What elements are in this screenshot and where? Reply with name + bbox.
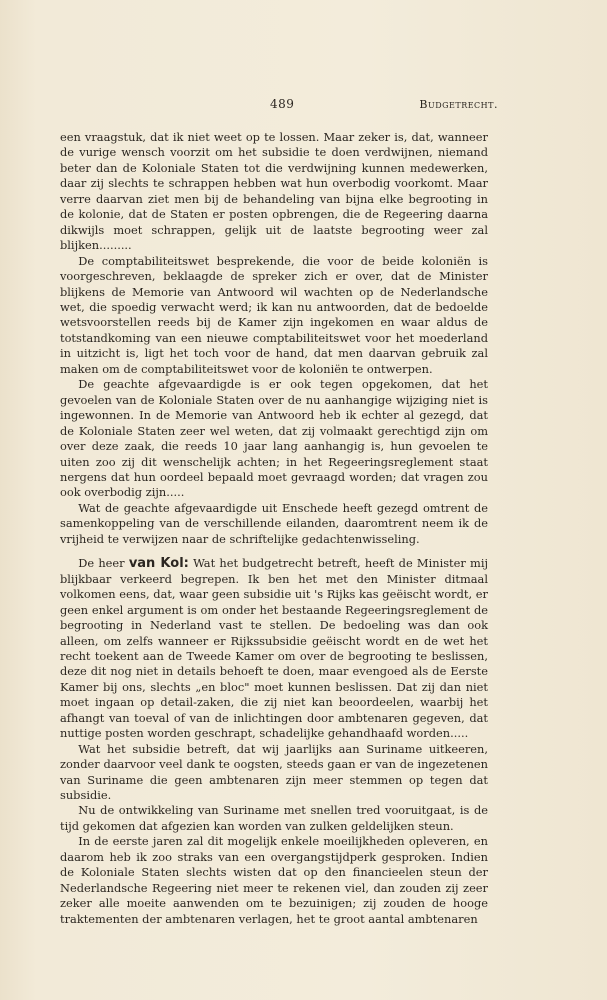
running-title: Budgetrecht. bbox=[419, 98, 498, 111]
speech-paragraph bbox=[60, 556, 488, 741]
page-number: 489 bbox=[270, 97, 295, 111]
body-text bbox=[60, 130, 488, 927]
paragraph: De geachte afgevaardigde is er ook tegen opgekomen, dat het gevoelen van de Koloniale Staten over de nu aanhangige wijziging niet is ingewonnen. In de Memorie van Antwoord heb ik echter al gezegd, dat de Koloniale Staten zeer wel weten, dat zij volmaakt gerechtigd zijn om over deze zaak, die reeds 10 jaar lang aanhangig is, hun gevoelen te uiten zoo zij dit wenschelijk achten; in het Regeeringsreglement staat nergens dat hun oordeel bepaald moet gevraagd worden; dat vragen zou ook overbodig zijn..... bbox=[60, 377, 488, 500]
paragraph: Nu de ontwikkeling van Suriname met snellen tred vooruitgaat, is de tijd gekomen dat afgezien kan worden van zulken geldelijken steun. bbox=[60, 803, 488, 833]
paragraph: De comptabiliteitswet besprekende, die voor de beide koloniën is voorgeschreven, beklaagde de spreker zich er over, dat de Minister blijkens de Memorie van Antwoord wil wachten op de Nederlandsche wet, die spoedig verwacht werd; ik kan nu antwoorden, dat de bedoelde wetsvoorstellen reeds bij de Kamer zijn ingekomen en waar aldus de totstandkoming van een nieuwe comptabiliteitswet voor het moederland in uitzicht is, ligt het toch voor de hand, dat men daarvan gebruik zal maken om de comptabiliteitswet voor de koloniën te ontwerpen. bbox=[60, 253, 488, 376]
speaker-name: van Kol: bbox=[128, 556, 189, 572]
paragraph: een vraagstuk, dat ik niet weet op te lossen. Maar zeker is, dat, wanneer de vurige wensch voorzit om het subsidie te doen verdwijnen, niemand beter dan de Koloniale Staten tot die verdwijning kunnen medewerken, daar zij slechts te schrappen hebben wat hun overbodig voorkomt. Maar verre daarvan ziet men bij de behandeling van bijna elke begrooting in de kolonie, dat de Staten er posten opbrengen, die de Regeering daarna dikwijls moet schrappen, gelijk uit de laatste begrooting weer zal blijken......... bbox=[60, 130, 488, 253]
speech-text: Wat het budgetrecht betreft, heeft de Minister mij blijkbaar verkeerd begrepen. Ik ben het met den Minister ditmaal volkomen eens, dat, waar geen subsidie uit 's Rijks kas geëischt wordt, er geen enkel argument is om onder het bestaande Regeeringsreglement de begrooting in Nederland vast te stellen. De bedoeling was dan ook alleen, om zelfs wanneer er Rijkssubsidie geëischt wordt en de wet het recht toekent aan de Tweede Kamer om over de begrooting te beslissen, deze dit nog niet in details behoeft te doen, maar evengoed als de Eerste Kamer bij ons, slechts „en bloc" moet kunnen beslissen. Dat zij dan niet moet ingaan op detail-zaken, die zij niet kan beoordeelen, waarbij het afhangt van toeval of van de inlichtingen door ambtenaren gegeven, dat nuttige posten worden geschrapt, schadelijke gehandhaafd worden..... bbox=[60, 556, 489, 741]
speech-intro: De heer bbox=[78, 556, 125, 571]
page-header bbox=[60, 97, 498, 113]
paragraph: Wat de geachte afgevaardigde uit Enschede heeft gezegd omtrent de samenkoppeling van de verschillende eilanden, daaromtrent neem ik de vrijheid te verwijzen naar de schriftelijke gedachtenwisseling. bbox=[60, 500, 488, 546]
paragraph: Wat het subsidie betreft, dat wij jaarlijks aan Suriname uitkeeren, zonder daarvoor veel dank te oogsten, steeds gaan er van de ingezetenen van Suriname die geen ambtenaren zijn meer stemmen op tegen dat subsidie. bbox=[60, 741, 488, 803]
paragraph: In de eerste jaren zal dit mogelijk enkele moeilijkheden opleveren, en daarom heb ik zoo straks van een overgangstijdperk gesproken. Indien de Koloniale Staten slechts wisten dat op den financieelen steun der Nederlandsche Regeering niet meer te rekenen viel, dan zouden zij zeer zeker alle moeite aanwenden om te bezuinigen; zij zouden de hooge traktementen der ambtenaren verlagen, het te groot aantal ambtenaren bbox=[60, 834, 488, 926]
